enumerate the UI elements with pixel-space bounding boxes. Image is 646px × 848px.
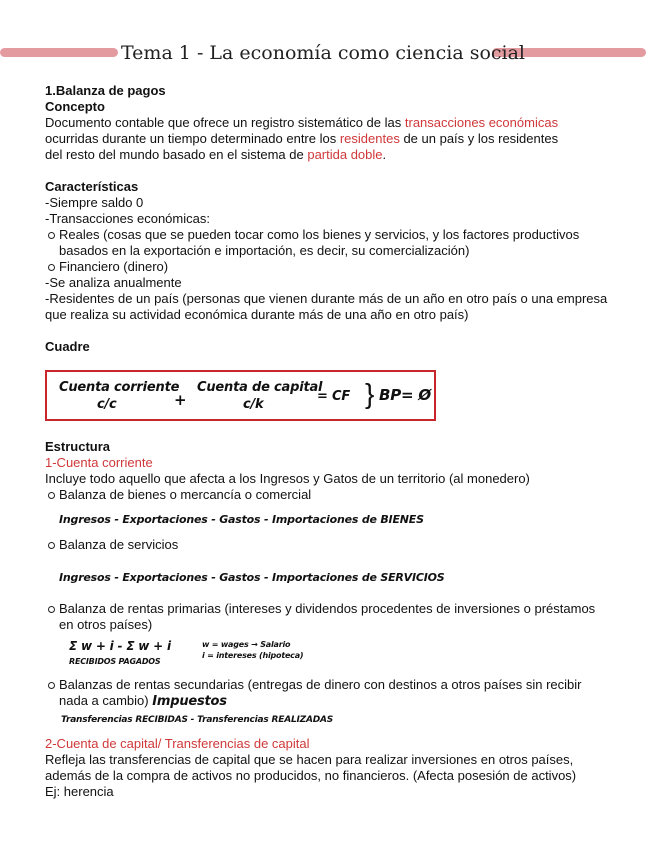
- formula-wages-note: w = wages → Salario: [202, 640, 291, 649]
- title-bar: [0, 40, 646, 66]
- bullet-secundarias: Balanzas de rentas secundarias (entregas de dinero con destinos a otros países sin recibir nada a cambio) Impuestos: [45, 677, 637, 710]
- bullet-primarias: Balanza de rentas primarias (intereses y dividendos procedentes de inversiones o préstamos en otros países): [45, 601, 637, 633]
- formula-secundarias-row: [45, 710, 637, 736]
- ck-abbrev: c/k: [243, 397, 264, 412]
- formula-primarias-row: [45, 633, 637, 677]
- structure-section: [45, 439, 637, 800]
- bullet-reales: Reales (cosas que se pueden tocar como los bienes y servicios, y los factores productivos basados en la exportación e importación, es decir, su comercialización): [45, 227, 637, 259]
- formula-servicios-row: [45, 553, 637, 601]
- concept-line-1: Documento contable que ofrece un registro sistemático de las transacciones económicas: [45, 115, 559, 130]
- feature-saldo: -Siempre saldo 0: [45, 195, 144, 210]
- page-title: Tema 1 - La economía como ciencia social: [120, 42, 526, 64]
- feature-residentes-1: -Residentes de un país (personas que vienen durante más de un año en otro país o una empresa: [45, 291, 608, 306]
- document-body: [45, 83, 637, 355]
- cuadre-heading: Cuadre: [45, 339, 90, 354]
- cuenta-corriente-label: Cuenta corriente: [59, 380, 180, 395]
- cuenta-capital-heading: 2-Cuenta de capital/ Transferencias de capital: [45, 736, 310, 751]
- cuenta-capital-line-2: además de la compra de activos no producidos, no financieros. (Afecta posesión de activos): [45, 768, 577, 783]
- cuenta-corriente-desc: Incluye todo aquello que afecta a los Ingresos y Gatos de un territorio (al monedero): [45, 471, 530, 486]
- bp-zero: BP= Ø: [379, 386, 431, 404]
- formula-servicios: Ingresos - Exportaciones - Gastos - Importaciones de SERVICIOS: [59, 571, 445, 584]
- term-transacciones: transacciones económicas: [404, 115, 559, 130]
- cuenta-capital-label: Cuenta de capital: [197, 380, 323, 395]
- term-partida-doble: partida doble: [307, 147, 383, 162]
- bullet-financiero: Financiero (dinero): [45, 259, 637, 275]
- feature-transacciones: -Transacciones económicas:: [45, 211, 210, 226]
- formula-interest-note: i = intereses (hipoteca): [202, 651, 304, 660]
- plus-sign: +: [174, 391, 187, 409]
- equals-cf: = CF: [317, 389, 351, 404]
- concept-heading: Concepto: [45, 99, 105, 114]
- concept-line-2: ocurridas durante un tiempo determinado entre los residentes de un país y los residentes: [45, 131, 559, 146]
- concept-line-3: del resto del mundo basado en el sistema de partida doble.: [45, 147, 387, 162]
- section-heading: 1.Balanza de pagos: [45, 83, 166, 98]
- features-heading: Características: [45, 179, 139, 194]
- formula-primarias-sum: Σ w + i - Σ w + i: [69, 639, 171, 653]
- feature-residentes-2: que realiza su actividad económica durante más de una año en otro país): [45, 307, 469, 322]
- impuestos-note: Impuestos: [152, 694, 227, 709]
- cc-abbrev: c/c: [97, 397, 117, 412]
- cuenta-corriente-heading: 1-Cuenta corriente: [45, 455, 153, 470]
- term-residentes: residentes: [339, 131, 400, 146]
- brace: }: [365, 378, 375, 409]
- formula-secundarias: Transferencias RECIBIDAS - Transferencias REALIZADAS: [61, 715, 334, 725]
- structure-heading: Estructura: [45, 439, 111, 454]
- cuenta-capital-line-1: Refleja las transferencias de capital que se hacen para realizar inversiones en otros países,: [45, 752, 574, 767]
- formula-bienes: Ingresos - Exportaciones - Gastos - Importaciones de BIENES: [59, 513, 424, 526]
- bullet-servicios: Balanza de servicios: [45, 537, 637, 553]
- cuadre-formula-box: [45, 370, 436, 421]
- bullet-bienes: Balanza de bienes o mercancía o comercial: [45, 487, 637, 503]
- formula-bienes-row: [45, 503, 637, 537]
- feature-anual: -Se analiza anualmente: [45, 275, 182, 290]
- formula-primarias-labels: RECIBIDOS PAGADOS: [69, 657, 161, 666]
- cuenta-capital-line-3: Ej: herencia: [45, 784, 114, 799]
